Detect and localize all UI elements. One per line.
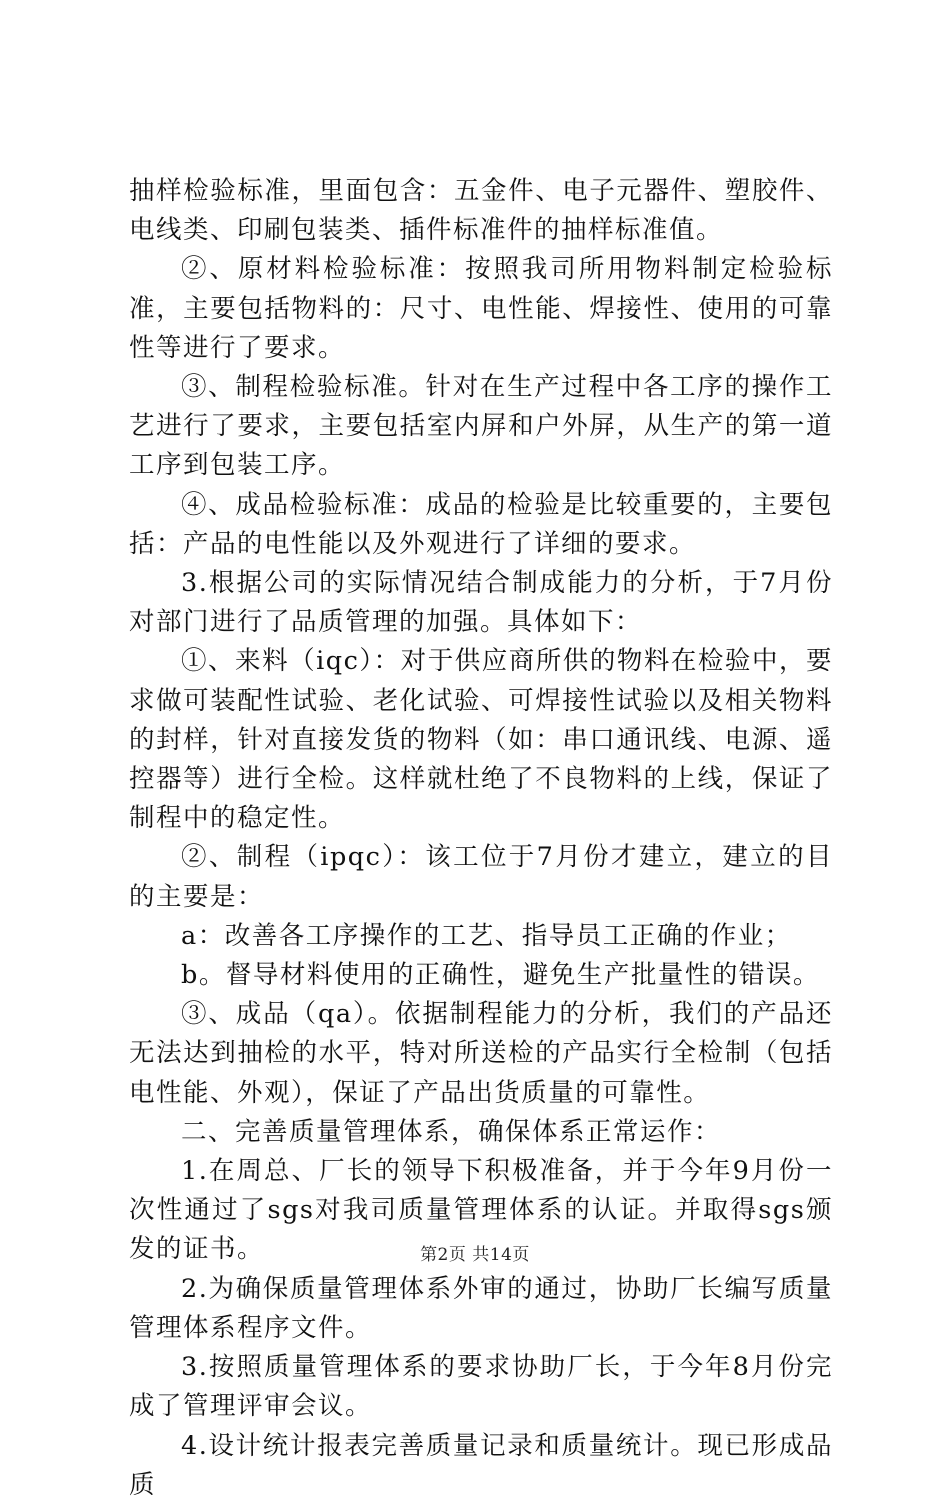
paragraph: 1.在周总、厂长的领导下积极准备，并于今年9月份一次性通过了sgs对我司质量管理体系的认证。并取得sgs颁发的证书。 — [129, 1156, 833, 1265]
page-footer: 第2页 共14页 — [420, 1245, 530, 1265]
paragraph: 抽样检验标准，里面包含：五金件、电子元器件、塑胶件、电线类、印刷包装类、插件标准件的抽样标准值。 — [129, 176, 833, 246]
paragraph: 3.根据公司的实际情况结合制成能力的分析，于7月份对部门进行了品质管理的加强。具体如下： — [129, 568, 833, 638]
paragraph: ①、来料（iqc）：对于供应商所供的物料在检验中，要求做可装配性试验、老化试验、可焊接性试验以及相关物料的封样，针对直接发货的物料（如：串口通讯线、电源、遥控器等）进行全检。这样就杜绝了不良物料的上线，保证了制程中的稳定性。 — [129, 646, 833, 834]
paragraph: 3.按照质量管理体系的要求协助厂长，于今年8月份完成了管理评审会议。 — [129, 1352, 833, 1422]
paragraph: ③、成品（qa）。依据制程能力的分析，我们的产品还无法达到抽检的水平，特对所送检的产品实行全检制（包括电性能、外观），保证了产品出货质量的可靠性。 — [129, 999, 833, 1108]
paragraph: ④、成品检验标准：成品的检验是比较重要的，主要包括：产品的电性能以及外观进行了详细的要求。 — [129, 489, 833, 559]
paragraph: a：改善各工序操作的工艺、指导员工正确的作业； — [181, 920, 792, 951]
paragraph: 4.设计统计报表完善质量记录和质量统计。现已形成品质 — [129, 1430, 833, 1500]
paragraph: b。督导材料使用的正确性，避免生产批量性的错误。 — [181, 960, 820, 991]
paragraph: 二、完善质量管理体系，确保体系正常运作： — [181, 1116, 722, 1147]
paragraph: ②、原材料检验标准：按照我司所用物料制定检验标准，主要包括物料的：尺寸、电性能、焊接性、使用的可靠性等进行了要求。 — [129, 254, 833, 363]
paragraph: ③、制程检验标准。针对在生产过程中各工序的操作工艺进行了要求，主要包括室内屏和户外屏，从生产的第一道工序到包装工序。 — [129, 372, 833, 481]
document-body — [129, 172, 833, 1505]
paragraph: ②、制程（ipqc）：该工位于7月份才建立，建立的目的主要是： — [129, 842, 833, 912]
paragraph: 2.为确保质量管理体系外审的通过，协助厂长编写质量管理体系程序文件。 — [129, 1273, 833, 1343]
